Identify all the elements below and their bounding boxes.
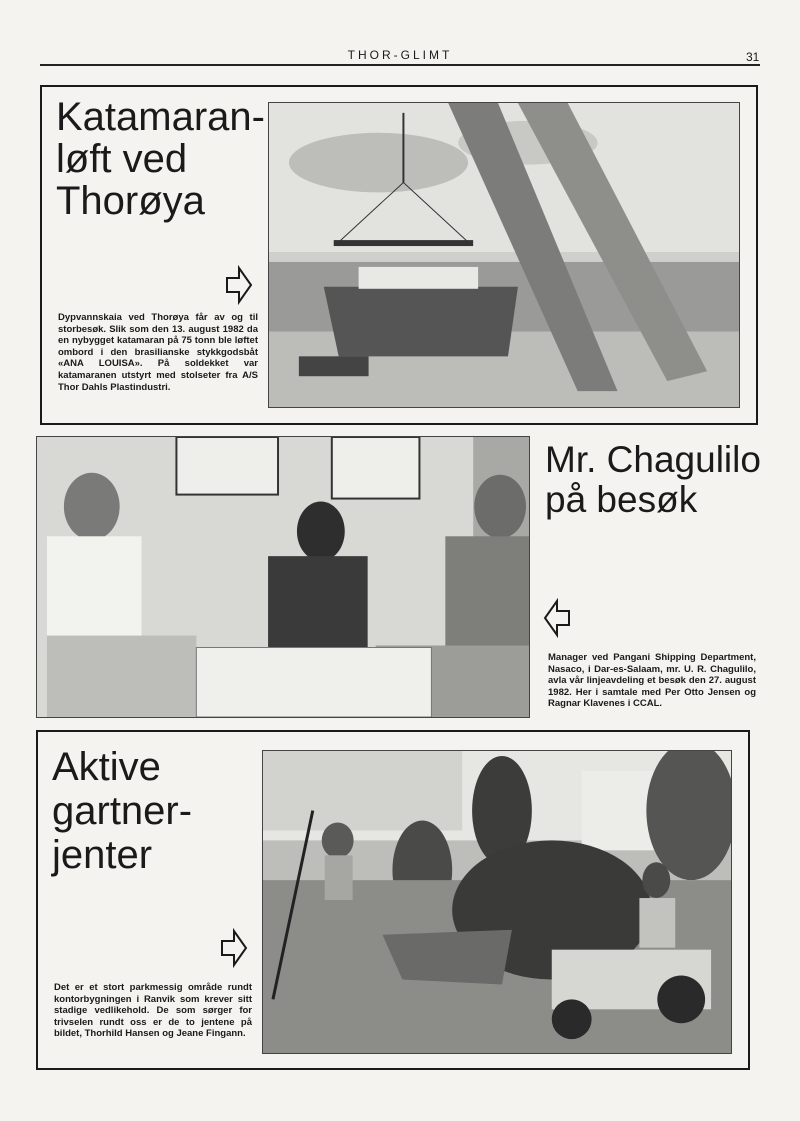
- catamaran-lift-photo: [268, 102, 740, 408]
- page-number: 31: [746, 50, 760, 64]
- article-katamaran-caption: Dypvannskaia ved Thorøya får av og til storbesøk. Slik som den 13. august 1982 da en nybygget katamaran på 75 tonn ble løftet ombord i den brasilianske stykkgodsbåt «ANA LOUISA». På soldekket var katamaranen utstyrt med stolseter fra A/S Thor Dahls Plastindustri.: [58, 312, 258, 393]
- meeting-photo: [36, 436, 530, 718]
- header-rule: [40, 64, 760, 66]
- arrow-left-icon: [543, 598, 571, 638]
- arrow-right-icon: [220, 928, 248, 968]
- article-katamaran-headline: Katamaran- løft ved Thorøya: [56, 95, 265, 223]
- magazine-title: THOR-GLIMT: [347, 48, 453, 62]
- article-gartner-caption: Det er et stort parkmessig område rundt kontorbygningen i Ranvik som krever sitt stadige vedlikehold. De som sørger for trivselen rundt oss er de to jentene på bildet, Thorhild Hansen og Jeane Fingann.: [54, 982, 252, 1040]
- article-chagulilo-caption: Manager ved Pangani Shipping Department, Nasaco, i Dar-es-Salaam, mr. U. R. Chagulilo, avla vår linjeavdeling et besøk den 27. august 1982. Her i samtale med Per Otto Jensen og Ragnar Klavenes i CCAL.: [548, 652, 756, 710]
- article-gartner-headline: Aktive gartner- jenter: [52, 745, 193, 877]
- article-chagulilo-headline: Mr. Chagulilo på besøk: [545, 439, 761, 520]
- arrow-right-icon: [225, 265, 253, 305]
- garden-photo: [262, 750, 732, 1054]
